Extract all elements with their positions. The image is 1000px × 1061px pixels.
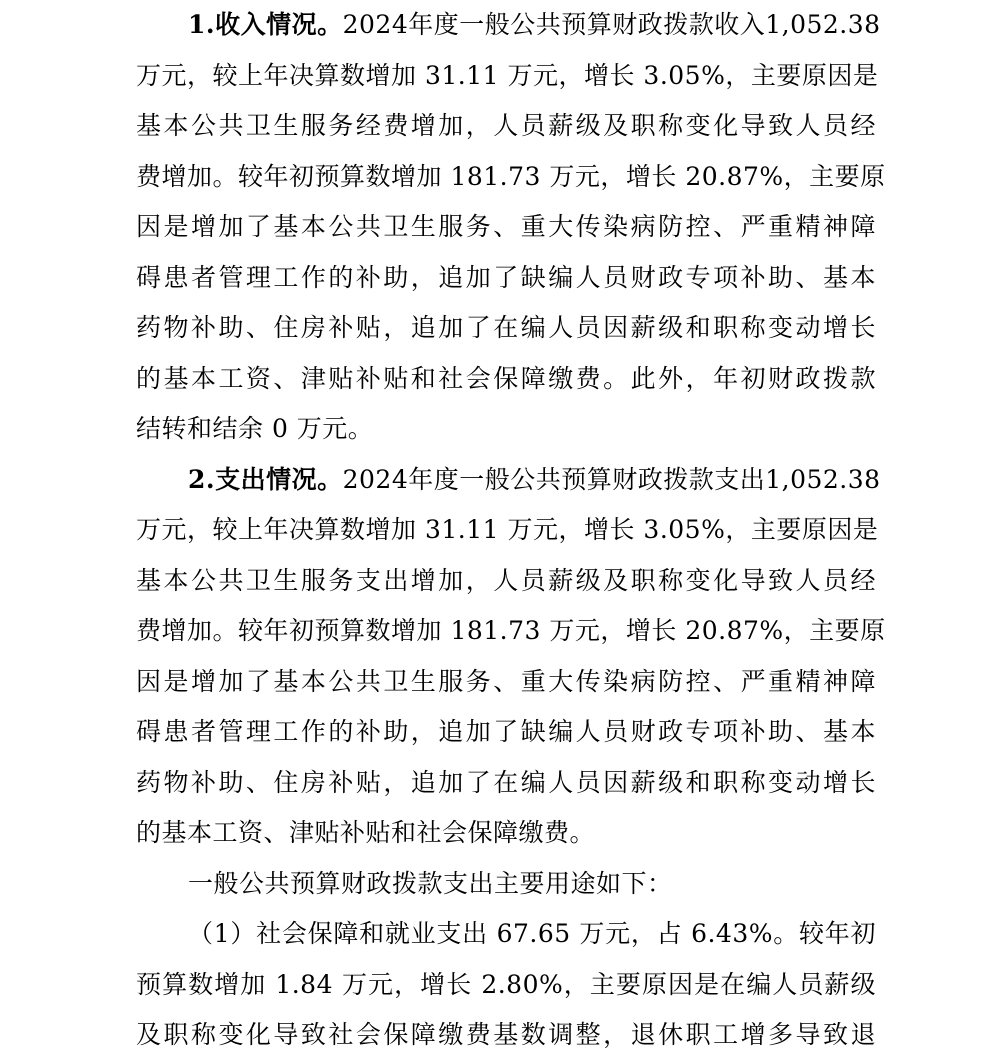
paragraph-line: 结转和结余 0 万元。 [136,414,374,443]
paragraph-line: 费增加。较年初预算数增加 181.73 万元，增长 20.87%，主要原 [136,161,886,191]
paragraph-line: 万元，较上年决算数增加 31.11 万元，增长 3.05%，主要原因是 [136,60,879,90]
paragraph-line: 碍患者管理工作的补助，追加了缺编人员财政专项补助、基本 [136,262,876,292]
paragraph-line: （1）社会保障和就业支出 67.65 万元，占 6.43%。较年初 [188,919,876,948]
paragraph-line: 及职称变化导致社会保障缴费基数调整，退休职工增多导致退 [136,1020,876,1049]
paragraph-line: 一般公共预算财政拨款支出主要用途如下： [188,868,673,898]
paragraph-line: 的基本工资、津贴补贴和社会保障缴费。 [136,818,596,847]
paragraph-line: 2.支出情况。2024年度一般公共预算财政拨款支出1,052.38 [188,464,881,494]
paragraph-line: 因是增加了基本公共卫生服务、重大传染病防控、严重精神障 [136,666,876,696]
paragraph-line: 药物补助、住房补贴，追加了在编人员因薪级和职称变动增长 [136,313,876,342]
paragraph-line: 药物补助、住房补贴，追加了在编人员因薪级和职称变动增长 [136,767,876,797]
paragraph-line: 因是增加了基本公共卫生服务、重大传染病防控、严重精神障 [136,212,876,241]
paragraph-line: 基本公共卫生服务支出增加，人员薪级及职称变化导致人员经 [136,565,876,595]
paragraph-line: 预算数增加 1.84 万元，增长 2.80%，主要原因是在编人员薪级 [136,969,876,999]
paragraph-line: 1.收入情况。2024年度一般公共预算财政拨款收入1,052.38 [188,10,881,39]
paragraph-line: 碍患者管理工作的补助，追加了缺编人员财政专项补助、基本 [136,717,876,746]
paragraph-line: 基本公共卫生服务经费增加，人员薪级及职称变化导致人员经 [136,111,876,140]
paragraph-line: 万元，较上年决算数增加 31.11 万元，增长 3.05%，主要原因是 [136,515,879,544]
section-heading-expenditure: 2.支出情况。 [188,464,343,494]
paragraph-line: 费增加。较年初预算数增加 181.73 万元，增长 20.87%，主要原 [136,616,886,645]
section-heading-income: 1.收入情况。 [188,10,343,39]
paragraph-line: 的基本工资、津贴补贴和社会保障缴费。此外，年初财政拨款 [136,363,876,393]
document-body [136,0,886,1061]
